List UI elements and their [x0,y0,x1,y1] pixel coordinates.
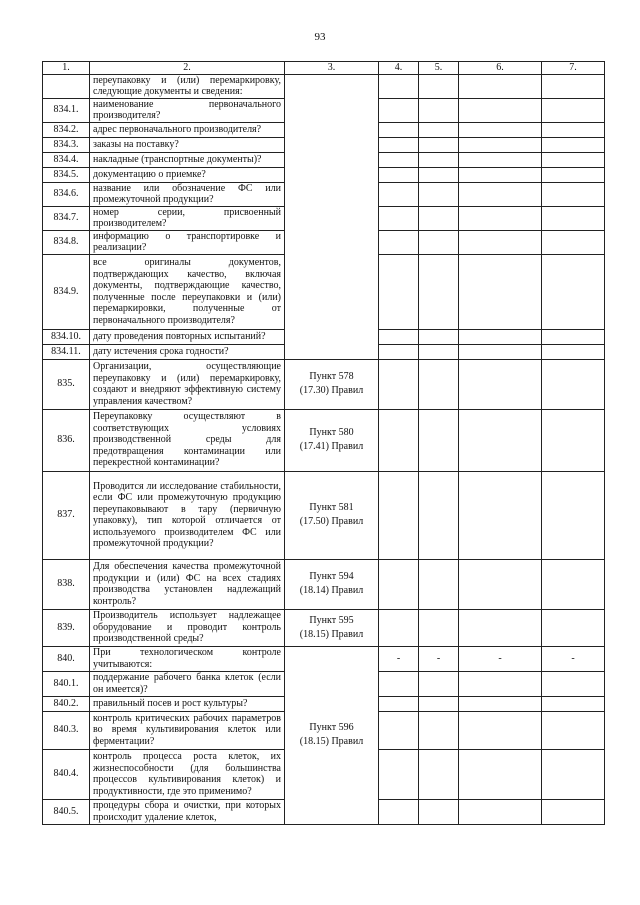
answer-cell-yes[interactable] [379,167,419,182]
reference-cell [285,646,379,824]
answer-cell-note[interactable] [542,671,605,696]
answer-cell-note[interactable] [542,167,605,182]
reference-clause: Пункт 594 [309,571,354,582]
answer-cell-note[interactable] [542,471,605,559]
answer-cell-yes[interactable] [379,671,419,696]
answer-cell-note[interactable] [542,137,605,152]
row-question: дату истечения срока годности? [90,344,285,359]
row-number: 834.8. [43,230,90,254]
table-row [43,646,605,671]
answer-cell-yes[interactable] [379,98,419,122]
header-col-5: 5. [419,62,459,75]
answer-cell-na[interactable] [459,559,542,609]
reference-cell [285,559,379,609]
row-number: 834.10. [43,329,90,344]
row-number: 834.9. [43,254,90,329]
answer-cell-na[interactable] [459,471,542,559]
answer-cell-na[interactable] [459,152,542,167]
answer-cell-yes[interactable] [379,122,419,137]
row-question: Производитель использует надлежащее оборудование и проводит контроль производственной среды? [90,609,285,646]
reference-rule: (18.14) Правил [299,585,364,596]
answer-cell-yes[interactable] [379,409,419,471]
row-number: 840. [43,646,90,671]
answer-cell-note[interactable] [542,344,605,359]
answer-cell-na[interactable] [459,409,542,471]
row-question: правильный посев и рост культуры? [90,696,285,711]
answer-cell-yes[interactable] [379,254,419,329]
answer-cell-note[interactable] [542,122,605,137]
answer-cell-note[interactable] [542,182,605,206]
reference-cell [285,609,379,646]
answer-cell-note[interactable] [542,98,605,122]
answer-cell-no[interactable] [419,230,459,254]
header-col-4: 4. [379,62,419,75]
row-number: 836. [43,409,90,471]
header-col-6: 6. [459,62,542,75]
row-question: Проводится ли исследование стабильности, если ФС или промежуточную продукцию переупаковывают в тару (первичную упаковку), тип которой отличается от используемого производителем ФС или промежуточной продукции? [90,471,285,559]
row-number: 840.4. [43,749,90,799]
reference-clause: Пункт 595 [309,614,354,626]
answer-cell-no[interactable] [419,98,459,122]
checklist-table [42,61,605,825]
answer-cell-no[interactable] [419,122,459,137]
answer-dash: - [542,646,605,671]
answer-cell-yes[interactable] [379,329,419,344]
answer-cell-no[interactable] [419,609,459,646]
row-number: 839. [43,609,90,646]
answer-dash: - [379,646,419,671]
answer-cell-note[interactable] [542,74,605,98]
row-question: заказы на поставку? [90,137,285,152]
reference-rule: (18.15) Правил [299,736,364,747]
answer-cell-note[interactable] [542,359,605,409]
answer-cell-yes[interactable] [379,799,419,824]
answer-cell-na[interactable] [459,344,542,359]
answer-cell-yes[interactable] [379,344,419,359]
answer-cell-note[interactable] [542,254,605,329]
answer-cell-no[interactable] [419,74,459,98]
row-question: номер серии, присвоенный производителем? [90,206,285,230]
answer-cell-note[interactable] [542,206,605,230]
reference-cell-empty [285,74,379,359]
row-question: накладные (транспортные документы)? [90,152,285,167]
row-question: поддержание рабочего банка клеток (если он имеется)? [90,671,285,696]
answer-cell-yes[interactable] [379,359,419,409]
header-col-2: 2. [90,62,285,75]
row-number: 834.11. [43,344,90,359]
row-number: 835. [43,359,90,409]
answer-cell-no[interactable] [419,167,459,182]
answer-cell-note[interactable] [542,559,605,609]
answer-cell-na[interactable] [459,671,542,696]
reference-rule: (17.41) Правил [299,441,364,452]
answer-cell-na[interactable] [459,696,542,711]
row-number: 840.5. [43,799,90,824]
answer-cell-note[interactable] [542,749,605,799]
answer-cell-yes[interactable] [379,696,419,711]
row-question: дату проведения повторных испытаний? [90,329,285,344]
answer-cell-na[interactable] [459,359,542,409]
table-row [43,74,605,98]
row-number: 837. [43,471,90,559]
answer-cell-na[interactable] [459,182,542,206]
row-number: 834.3. [43,137,90,152]
answer-cell-yes[interactable] [379,152,419,167]
answer-cell-no[interactable] [419,749,459,799]
row-question: контроль критических рабочих параметров во время культивирования клеток или ферментации? [90,711,285,749]
answer-cell-no[interactable] [419,696,459,711]
row-number [43,74,90,98]
header-col-3: 3. [285,62,379,75]
row-question: Переупаковку осуществляют в соответствующих условиях производственной среды для предотвращения контаминации или перекрестной контаминации? [90,409,285,471]
answer-cell-yes[interactable] [379,559,419,609]
answer-cell-na[interactable] [459,711,542,749]
answer-cell-na[interactable] [459,230,542,254]
answer-cell-no[interactable] [419,471,459,559]
answer-cell-yes[interactable] [379,609,419,646]
table-row [43,359,605,409]
row-question: все оригиналы документов, подтверждающих качество, включая документы, подтверждающие качество, полученные после переупаковки и (или) перемаркировки, полученные от первоначального производителя? [90,254,285,329]
answer-cell-na[interactable] [459,167,542,182]
answer-cell-na[interactable] [459,799,542,824]
header-col-1: 1. [43,62,90,75]
answer-cell-note[interactable] [542,696,605,711]
answer-cell-no[interactable] [419,254,459,329]
reference-cell [285,409,379,471]
answer-cell-na[interactable] [459,329,542,344]
row-question: Организации, осуществляющие переупаковку и (или) перемаркировку, создают и внедряют эффективную систему управления качеством? [90,359,285,409]
answer-cell-yes[interactable] [379,182,419,206]
answer-dash: - [459,646,542,671]
answer-cell-no[interactable] [419,359,459,409]
answer-cell-no[interactable] [419,152,459,167]
answer-cell-note[interactable] [542,409,605,471]
reference-cell [285,471,379,559]
header-row [43,62,605,75]
answer-cell-note[interactable] [542,152,605,167]
answer-cell-na[interactable] [459,74,542,98]
row-number: 838. [43,559,90,609]
answer-cell-no[interactable] [419,137,459,152]
answer-cell-no[interactable] [419,344,459,359]
row-question: наименование первоначального производителя? [90,98,285,122]
row-question: документацию о приемке? [90,167,285,182]
answer-cell-yes[interactable] [379,206,419,230]
answer-cell-no[interactable] [419,559,459,609]
table-row [43,609,605,646]
row-number: 834.1. [43,98,90,122]
answer-cell-note[interactable] [542,329,605,344]
row-number: 834.5. [43,167,90,182]
row-number: 840.3. [43,711,90,749]
row-question: информацию о транспортировке и реализации? [90,230,285,254]
row-question: процедуры сбора и очистки, при которых происходит удаление клеток, [90,799,285,824]
answer-cell-note[interactable] [542,609,605,646]
answer-dash: - [419,646,459,671]
answer-cell-yes[interactable] [379,711,419,749]
row-question: адрес первоначального производителя? [90,122,285,137]
reference-rule: (17.30) Правил [299,385,364,396]
answer-cell-yes[interactable] [379,749,419,799]
reference-clause: Пункт 581 [309,502,354,513]
answer-cell-na[interactable] [459,98,542,122]
row-question: название или обозначение ФС или промежуточной продукции? [90,182,285,206]
row-question: переупаковку и (или) перемаркировку, следующие документы и сведения: [90,74,285,98]
reference-rule: (17.50) Правил [299,516,364,527]
reference-clause: Пункт 596 [309,722,354,733]
table-row [43,471,605,559]
answer-cell-note[interactable] [542,799,605,824]
row-question: контроль процесса роста клеток, их жизнеспособности (для большинства процессов культивирования клеток) и продуктивности, где это применимо? [90,749,285,799]
row-number: 840.2. [43,696,90,711]
answer-cell-no[interactable] [419,329,459,344]
answer-cell-note[interactable] [542,711,605,749]
row-number: 834.6. [43,182,90,206]
answer-cell-no[interactable] [419,206,459,230]
answer-cell-yes[interactable] [379,471,419,559]
row-number: 834.2. [43,122,90,137]
answer-cell-na[interactable] [459,206,542,230]
reference-cell [285,359,379,409]
answer-cell-yes[interactable] [379,74,419,98]
answer-cell-yes[interactable] [379,230,419,254]
table-row [43,409,605,471]
answer-cell-yes[interactable] [379,137,419,152]
header-col-7: 7. [542,62,605,75]
row-number: 840.1. [43,671,90,696]
answer-cell-note[interactable] [542,230,605,254]
answer-cell-na[interactable] [459,749,542,799]
reference-clause: Пункт 578 [309,371,354,382]
answer-cell-no[interactable] [419,409,459,471]
answer-cell-no[interactable] [419,711,459,749]
answer-cell-no[interactable] [419,671,459,696]
row-question: При технологическом контроле учитываются: [90,646,285,671]
page-number: 93 [314,31,326,43]
table-row [43,559,605,609]
answer-cell-no[interactable] [419,182,459,206]
reference-clause: Пункт 580 [309,427,354,438]
row-number: 834.4. [43,152,90,167]
answer-cell-na[interactable] [459,254,542,329]
row-number: 834.7. [43,206,90,230]
answer-cell-na[interactable] [459,137,542,152]
answer-cell-na[interactable] [459,122,542,137]
answer-cell-no[interactable] [419,799,459,824]
answer-cell-na[interactable] [459,609,542,646]
reference-rule: (18.15) Правил [299,628,364,640]
row-question: Для обеспечения качества промежуточной продукции и (или) ФС на всех стадиях производства установлен надлежащий контроль? [90,559,285,609]
